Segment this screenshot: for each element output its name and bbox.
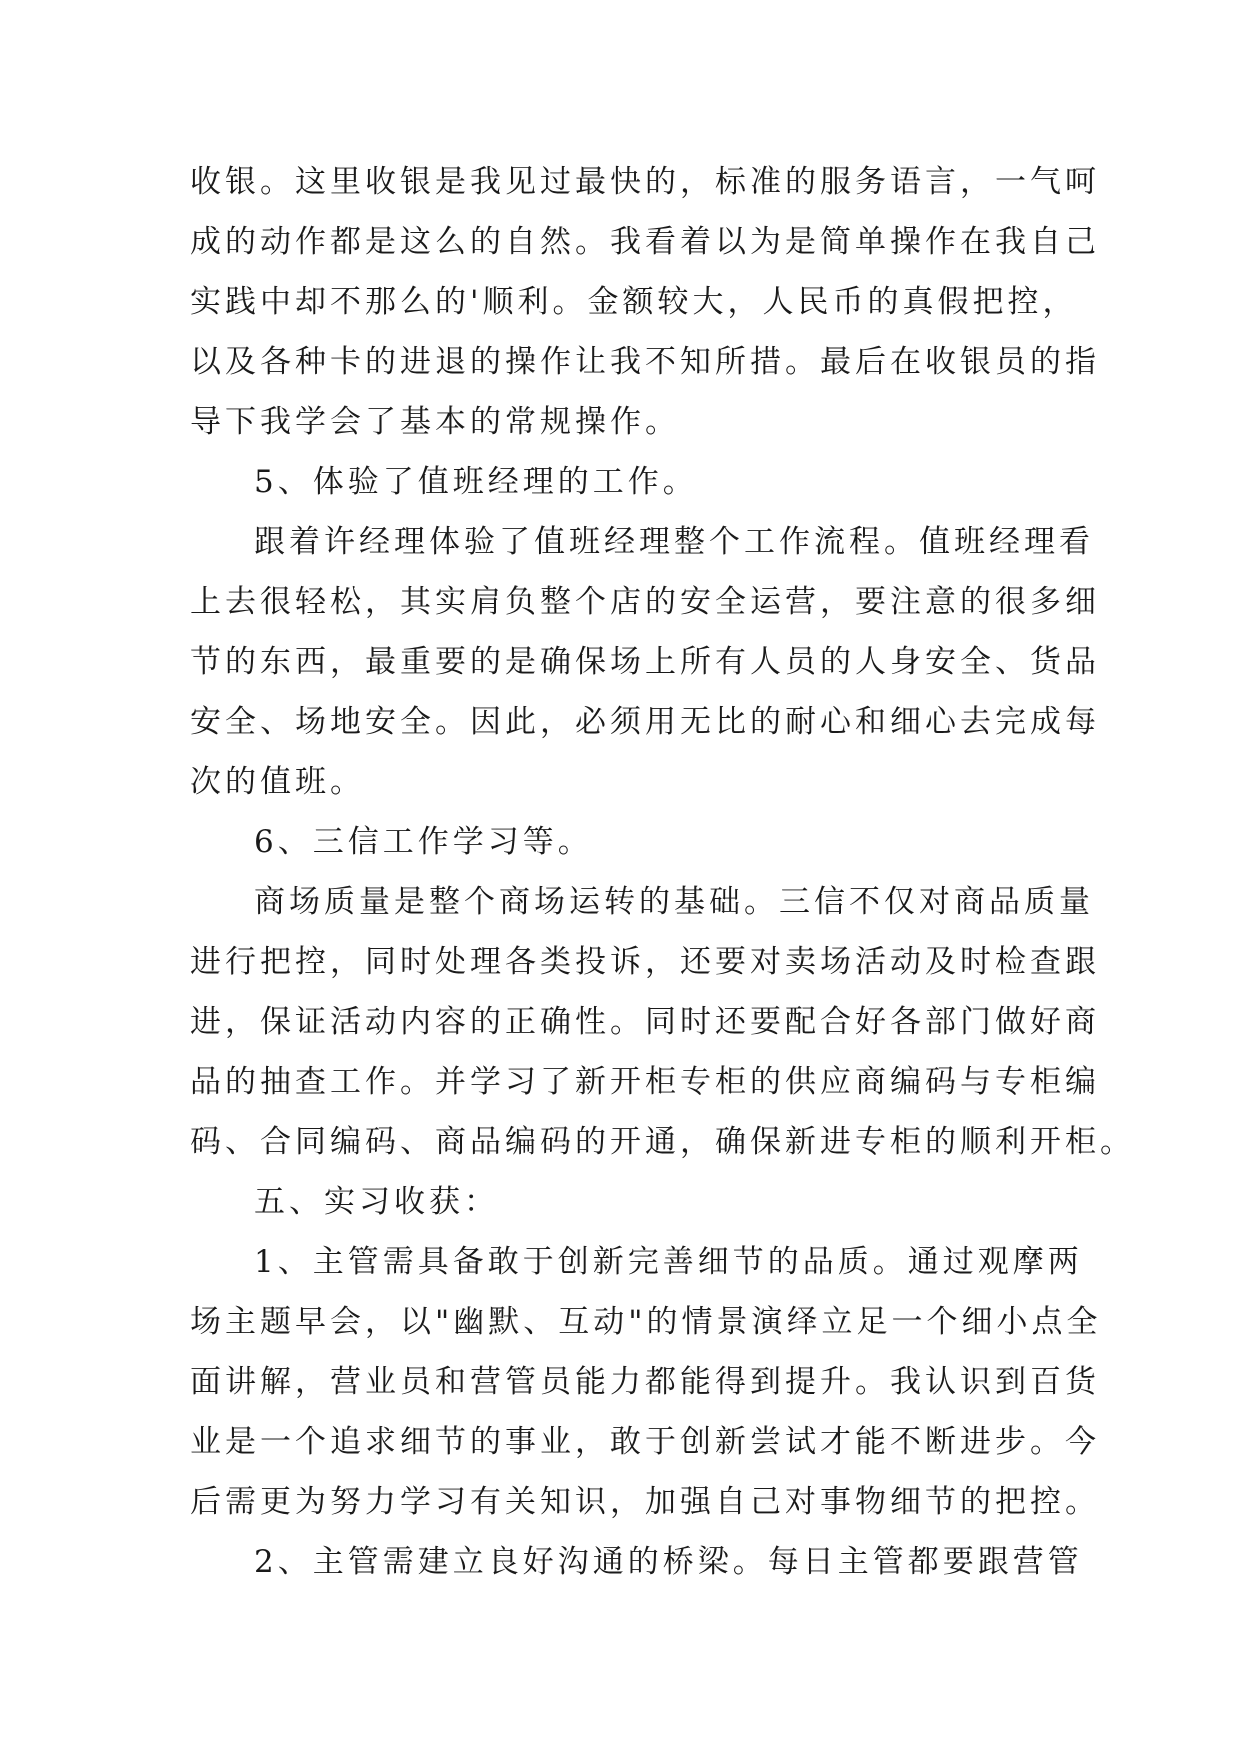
text-line: 码、合同编码、商品编码的开通，确保新进专柜的顺利开柜。 — [190, 1124, 1135, 1160]
text-line: 面讲解，营业员和营管员能力都能得到提升。我认识到百货 — [190, 1364, 1100, 1400]
text-line: 次的值班。 — [190, 764, 365, 800]
text-line: 安全、场地安全。因此，必须用无比的耐心和细心去完成每 — [190, 704, 1100, 740]
text-line: 节的东西，最重要的是确保场上所有人员的人身安全、货品 — [190, 644, 1100, 680]
text-line: 跟着许经理体验了值班经理整个工作流程。值班经理看 — [254, 524, 1094, 560]
text-line: 业是一个追求细节的事业，敢于创新尝试才能不断进步。今 — [190, 1424, 1100, 1460]
text-line: 2、主管需建立良好沟通的桥梁。每日主管都要跟营管 — [254, 1544, 1083, 1580]
section-heading: 五、实习收获： — [254, 1184, 499, 1220]
text-line: 进行把控，同时处理各类投诉，还要对卖场活动及时检查跟 — [190, 944, 1100, 980]
text-line: 收银。这里收银是我见过最快的，标准的服务语言，一气呵 — [190, 164, 1100, 200]
text-line: 进，保证活动内容的正确性。同时还要配合好各部门做好商 — [190, 1004, 1100, 1040]
text-line: 品的抽查工作。并学习了新开柜专柜的供应商编码与专柜编 — [190, 1064, 1100, 1100]
section-heading: 6、三信工作学习等。 — [254, 824, 593, 860]
text-line: 商场质量是整个商场运转的基础。三信不仅对商品质量 — [254, 884, 1094, 920]
text-line: 1、主管需具备敢于创新完善细节的品质。通过观摩两 — [254, 1244, 1083, 1280]
text-line: 实践中却不那么的'顺利。金额较大，人民币的真假把控， — [190, 284, 1078, 320]
text-line: 上去很轻松，其实肩负整个店的安全运营，要注意的很多细 — [190, 584, 1100, 620]
text-line: 导下我学会了基本的常规操作。 — [190, 404, 680, 440]
text-line: 后需更为努力学习有关知识，加强自己对事物细节的把控。 — [190, 1484, 1100, 1520]
text-line: 场主题早会，以"幽默、互动"的情景演绎立足一个细小点全 — [190, 1304, 1102, 1340]
document-page — [190, 152, 1135, 1592]
text-line: 成的动作都是这么的自然。我看着以为是简单操作在我自己 — [190, 224, 1100, 260]
text-line: 以及各种卡的进退的操作让我不知所措。最后在收银员的指 — [190, 344, 1100, 380]
section-heading: 5、体验了值班经理的工作。 — [254, 464, 698, 500]
